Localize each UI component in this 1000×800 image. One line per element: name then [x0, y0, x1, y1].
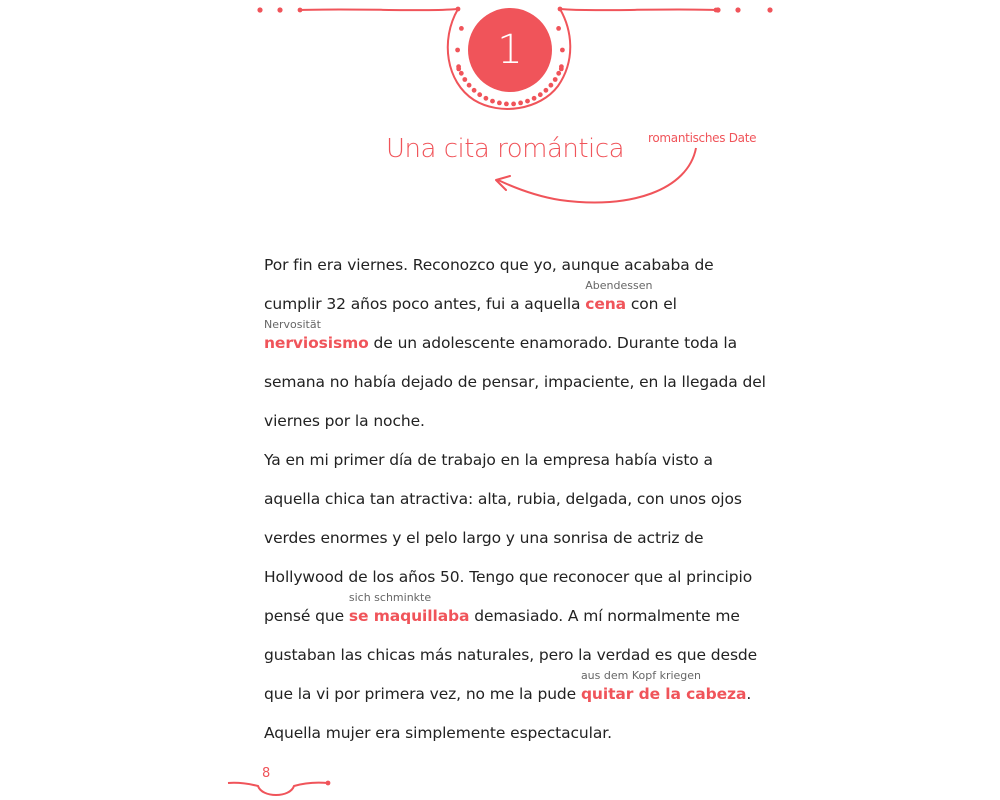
- ornament-dot: [559, 67, 564, 72]
- vocab-gloss: Nervosität: [264, 318, 321, 331]
- ornament-dot: [459, 26, 464, 31]
- chapter-title: Una cita romántica: [385, 134, 625, 164]
- text-line: [264, 450, 713, 470]
- line-text: pensé que: [264, 607, 349, 625]
- ornament-dot: [484, 96, 489, 101]
- text-line: [264, 411, 425, 431]
- ornament-dot: [518, 101, 523, 106]
- page-number-ornament: [228, 783, 328, 795]
- ornament-dot: [525, 99, 530, 104]
- text-line: [264, 645, 757, 665]
- text-line: [264, 372, 766, 392]
- line-text: de un adolescente enamorado. Durante toda la: [368, 334, 738, 352]
- line-text: .: [746, 685, 752, 703]
- text-line: [264, 567, 752, 587]
- line-text: Aquella mujer era simplemente espectacular.: [264, 724, 612, 742]
- ornament-dot: [538, 92, 543, 97]
- ornament-dot: [459, 71, 464, 76]
- text-line: [264, 489, 742, 509]
- ornament-dot: [511, 102, 516, 107]
- text-line: [264, 255, 714, 275]
- vocab-term: [348, 591, 470, 626]
- line-text: Ya en mi primer día de trabajo en la empresa había visto a: [264, 451, 713, 469]
- line-text: Por fin era viernes. Reconozco que yo, aunque acababa de: [264, 256, 714, 274]
- line-text: Hollywood de los años 50. Tengo que reconocer que al principio: [264, 568, 753, 586]
- ornament-dot: [553, 77, 558, 82]
- line-text: cumplir 32 años poco antes, fui a aquella: [264, 295, 586, 313]
- ornament-dot: [549, 83, 554, 88]
- line-text: aquella chica tan atractiva: alta, rubia, delgada, con unos ojos: [264, 490, 742, 508]
- text-line: [264, 669, 752, 704]
- vocab-word: se maquillaba: [348, 607, 470, 625]
- text-line: [264, 279, 677, 314]
- vocab-term: [264, 318, 369, 353]
- vocab-gloss: sich schminkte: [348, 591, 432, 604]
- chapter-title-gloss: romantisches Date: [648, 131, 757, 145]
- ornament-dot: [560, 48, 565, 53]
- vocab-gloss: Abendessen: [585, 279, 653, 292]
- ornament-dot: [556, 26, 561, 31]
- line-text: que la vi por primera vez, no me la pude: [264, 685, 581, 703]
- ornament-dot: [455, 48, 460, 53]
- ornament-dot: [490, 99, 495, 104]
- line-text: viernes por la noche.: [264, 412, 425, 430]
- ornament-dot: [504, 102, 509, 107]
- text-line: [264, 318, 738, 353]
- ornament-dot: [556, 71, 561, 76]
- text-line: [264, 528, 703, 548]
- line-text: semana no había dejado de pensar, impaciente, en la llegada del: [264, 373, 766, 391]
- vocab-word: cena: [585, 295, 627, 313]
- line-text: demasiado. A mí normalmente me: [469, 607, 740, 625]
- line-text: gustaban las chicas más naturales, pero la verdad es que desde: [264, 646, 758, 664]
- line-text: con el: [626, 295, 677, 313]
- vocab-word: nerviosismo: [264, 334, 369, 352]
- vocab-term: [580, 669, 747, 704]
- ornament-dot: [477, 92, 482, 97]
- text-line: [264, 591, 740, 626]
- ornament-dot: [456, 67, 461, 72]
- text-line: [264, 723, 612, 743]
- vocab-gloss: aus dem Kopf kriegen: [580, 669, 702, 682]
- ornament-dot: [462, 77, 467, 82]
- chapter-number: 1: [497, 27, 523, 73]
- page-number: 8: [262, 766, 271, 781]
- ornament-dot: [472, 88, 477, 93]
- ornament-dot: [532, 96, 537, 101]
- line-text: verdes enormes y el pelo largo y una sonrisa de actriz de: [264, 529, 704, 547]
- ornament-dot: [544, 88, 549, 93]
- ornament-dot: [467, 83, 472, 88]
- vocab-word: quitar de la cabeza: [580, 685, 747, 703]
- ornament-dot: [497, 101, 502, 106]
